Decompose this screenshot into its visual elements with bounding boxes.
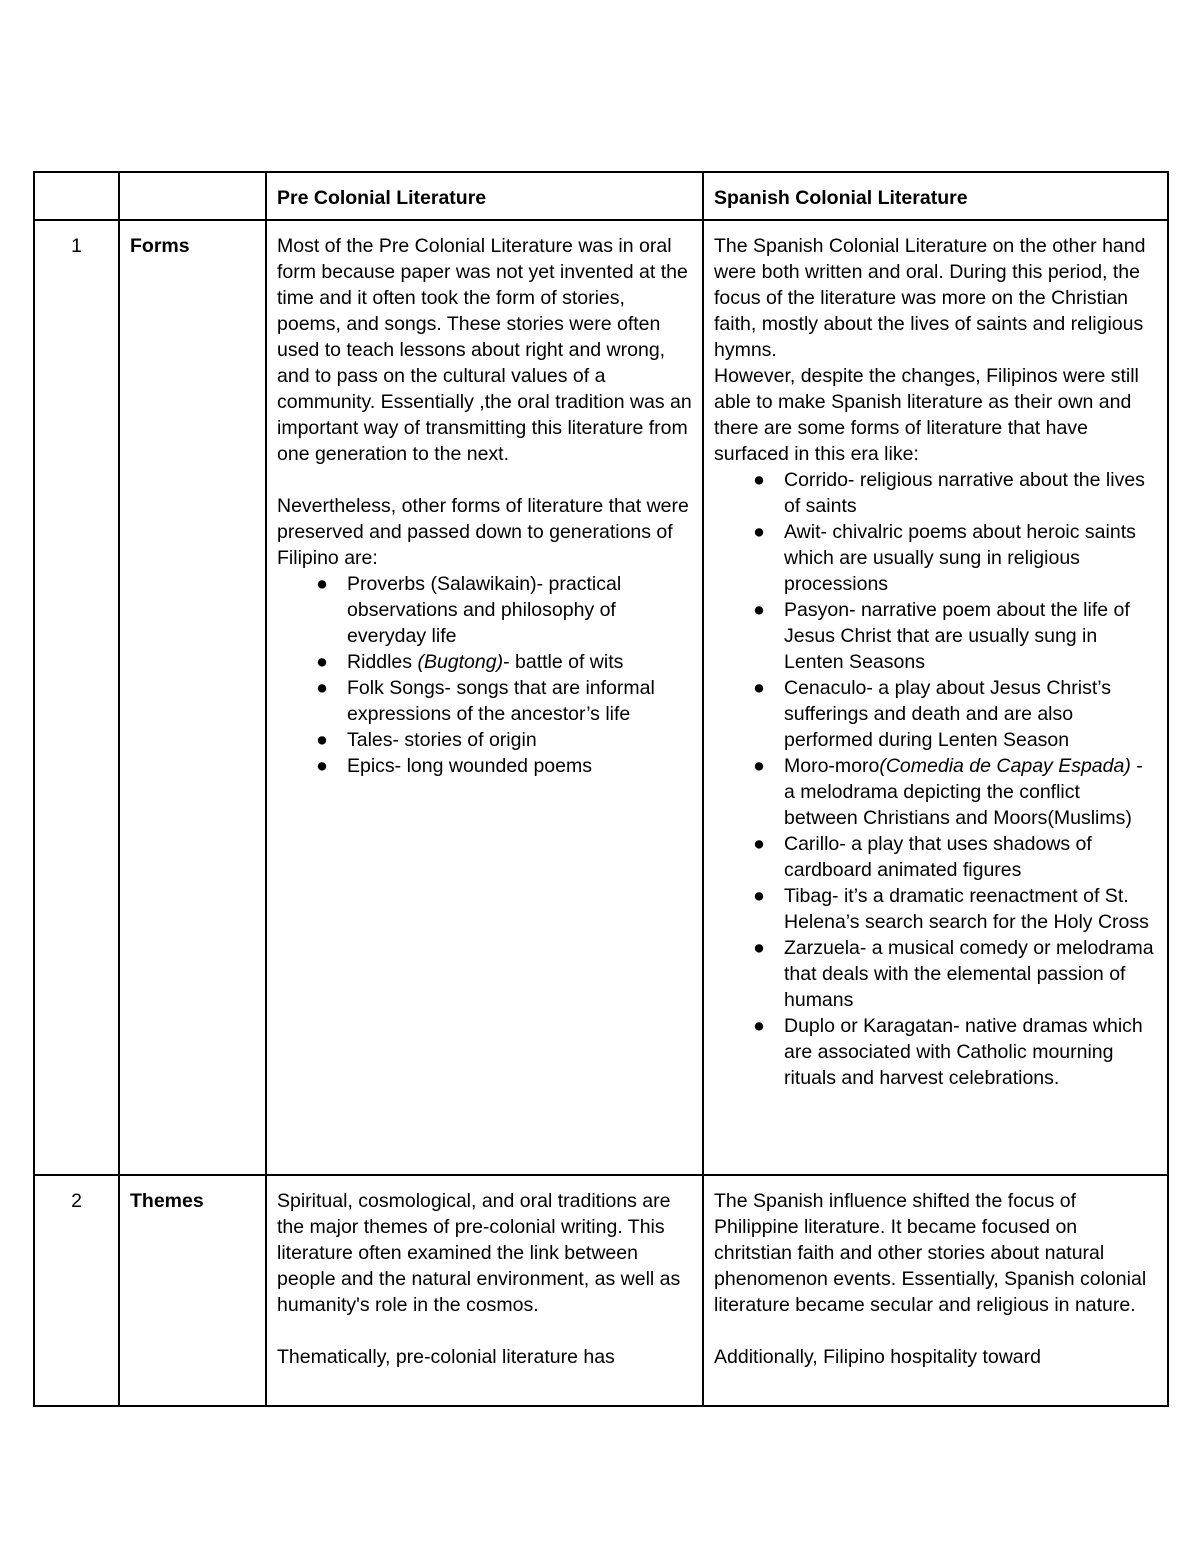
list-item-text: Pasyon- narrative poem about the life of Jesus Christ that are usually sung in Lenten Seasons [784, 599, 1130, 673]
paragraph-spacer [277, 1318, 692, 1344]
list-item-text: - battle of wits [503, 651, 624, 673]
forms-spanish-para2: However, despite the changes, Filipinos were still able to make Spanish literature as their own and there are some forms of literature that have surfaced in this era like: [714, 365, 1139, 465]
list-item-text: Corrido- religious narrative about the lives of saints [784, 469, 1145, 517]
list-item [316, 753, 692, 779]
header-label-cell [119, 172, 266, 220]
row-number: 1 [34, 220, 119, 1175]
row-number: 2 [34, 1175, 119, 1406]
list-item [753, 935, 1157, 1013]
bullet-icon: ● [753, 677, 765, 699]
row-label-forms: Forms [119, 220, 266, 1175]
bullet-icon: ● [316, 573, 328, 595]
list-item [753, 597, 1157, 675]
list-item [753, 1013, 1157, 1091]
header-spanish-colonial: Spanish Colonial Literature [703, 172, 1168, 220]
forms-pre-para2: Nevertheless, other forms of literature that were preserved and passed down to generations of Filipino are: [277, 495, 689, 569]
list-item-text: Proverbs (Salawikain)- practical observations and philosophy of everyday life [347, 573, 622, 647]
list-item-text: Zarzuela- a musical comedy or melodrama that deals with the elemental passion of humans [784, 937, 1154, 1011]
list-item [316, 675, 692, 727]
forms-pre-para1: Most of the Pre Colonial Literature was in oral form because paper was not yet invented at the time and it often took the form of stories, poems, and songs. These stories were often used to teach lessons about right and wrong, and to pass on the cultural values of a community. Essentially ,the oral tradition was an important way of transmitting this literature from one generation to the next. [277, 235, 692, 465]
list-item [316, 649, 692, 675]
themes-spanish-colonial-cell [703, 1175, 1168, 1406]
header-num-cell [34, 172, 119, 220]
themes-pre-colonial-cell [266, 1175, 703, 1406]
themes-spanish-para1: The Spanish influence shifted the focus of Philippine literature. It became focused on chritstian faith and other stories about natural phenomenon events. Essentially, Spanish colonial literature became secular and religious in nature. [714, 1190, 1147, 1316]
list-item-text: Cenaculo- a play about Jesus Christ’s sufferings and death and are also performed during Lenten Season [784, 677, 1111, 751]
list-item-text: Folk Songs- songs that are informal expressions of the ancestor’s life [347, 677, 655, 725]
themes-spanish-para2: Additionally, Filipino hospitality toward [714, 1346, 1041, 1368]
list-item [753, 675, 1157, 753]
bullet-icon: ● [316, 755, 328, 777]
themes-pre-para1: Spiritual, cosmological, and oral traditions are the major themes of pre-colonial writing. This literature often examined the link between people and the natural environment, as well as humanity's role in the cosmos. [277, 1190, 681, 1316]
list-item-text: Moro-moro [784, 755, 880, 777]
paragraph-spacer [277, 467, 692, 493]
bullet-icon: ● [753, 599, 765, 621]
list-item-text: Tales- stories of origin [347, 729, 537, 751]
bullet-icon: ● [753, 755, 765, 777]
bullet-icon: ● [753, 833, 765, 855]
list-item-text: Epics- long wounded poems [347, 755, 592, 777]
paragraph-spacer [714, 1318, 1157, 1344]
list-item [753, 831, 1157, 883]
list-item [753, 753, 1157, 831]
forms-pre-colonial-cell [266, 220, 703, 1175]
bullet-icon: ● [753, 937, 765, 959]
themes-pre-para2: Thematically, pre-colonial literature has [277, 1346, 615, 1368]
bullet-icon: ● [753, 1015, 765, 1037]
list-item [753, 519, 1157, 597]
list-item-text: Tibag- it’s a dramatic reenactment of St. Helena’s search search for the Holy Cross [784, 885, 1149, 933]
table-header-row [34, 172, 1168, 220]
list-item-italic-text: (Comedia de Capay Espada) [879, 755, 1131, 777]
header-pre-colonial: Pre Colonial Literature [266, 172, 703, 220]
list-item-text: Duplo or Karagatan- native dramas which are associated with Catholic mourning rituals and harvest celebrations. [784, 1015, 1143, 1089]
list-item-italic-text: (Bugtong) [417, 651, 504, 673]
list-item-text: Carillo- a play that uses shadows of cardboard animated figures [784, 833, 1092, 881]
literature-comparison-table [33, 171, 1169, 1407]
list-item-text: Riddles [347, 651, 418, 673]
bullet-icon: ● [753, 885, 765, 907]
list-item [316, 571, 692, 649]
row-label-themes: Themes [119, 1175, 266, 1406]
forms-spanish-para1: The Spanish Colonial Literature on the other hand were both written and oral. During this period, the focus of the literature was more on the Christian faith, mostly about the lives of saints and religious hymns. [714, 235, 1146, 361]
spanish-colonial-forms-list [714, 467, 1157, 1091]
bullet-icon: ● [753, 469, 765, 491]
list-item-text: - a melodrama depicting the conflict between Christians and Moors(Muslims) [784, 755, 1143, 829]
forms-spanish-colonial-cell [703, 220, 1168, 1175]
bullet-icon: ● [316, 729, 328, 751]
list-item [753, 883, 1157, 935]
list-item-text: Awit- chivalric poems about heroic saints which are usually sung in religious processions [784, 521, 1136, 595]
bullet-icon: ● [316, 651, 328, 673]
table-row-forms [34, 220, 1168, 1175]
table-row-themes [34, 1175, 1168, 1406]
pre-colonial-forms-list [277, 571, 692, 779]
bullet-icon: ● [316, 677, 328, 699]
list-item [753, 467, 1157, 519]
list-item [316, 727, 692, 753]
bullet-icon: ● [753, 521, 765, 543]
